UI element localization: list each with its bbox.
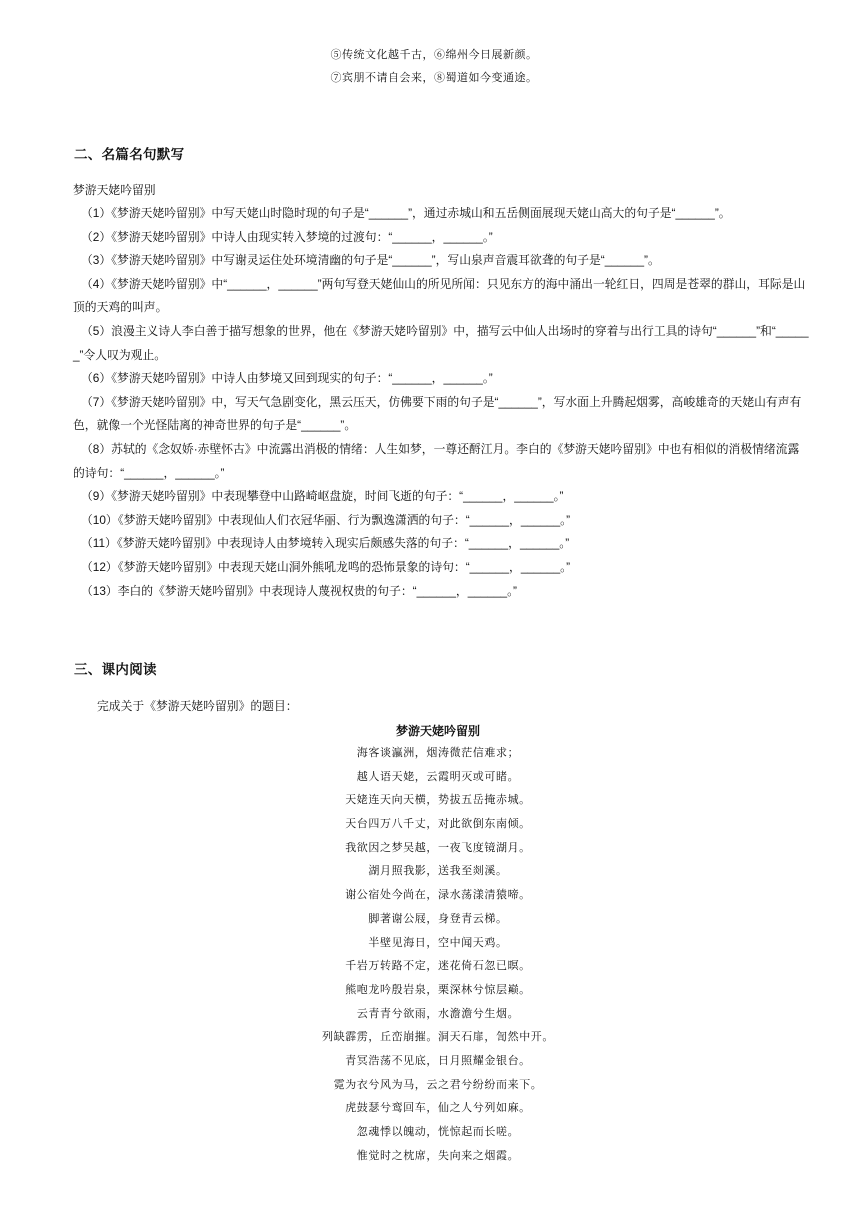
question-item: （6）《梦游天姥吟留别》中诗人由梦境又回到现实的句子：“______，______。” <box>81 371 493 386</box>
poem-line: 越人语天姥，云霞明灭或可睹。 <box>356 769 520 783</box>
question-item: （9）《梦游天姥吟留别》中表现攀登中山路崎岖盘旋，时间飞逝的句子：“______，______。” <box>81 489 564 504</box>
poem-line: 千岩万转路不定，迷花倚石忽已暝。 <box>345 959 531 973</box>
question-item: （3）《梦游天姥吟留别》中写谢灵运住处环境清幽的句子是“______”，写山泉声音震耳欲聋的句子是“______”。 <box>81 253 660 268</box>
question-item: （7）《梦游天姥吟留别》中，写天气急剧变化，黑云压天，仿佛要下雨的句子是“______”，写水面上升腾起烟雾，高峻雄奇的天姥山有声有色，就像一个光怪陆离的神奇世界的句子是“______”。 <box>73 394 802 433</box>
poem-line: 天姥连天向天横，势拔五岳掩赤城。 <box>345 793 531 807</box>
verse-line: ⑤传统文化越千古，⑥绵州今日展新颜。 <box>330 48 538 61</box>
poem-line: 云青青兮欲雨，水澹澹兮生烟。 <box>356 1006 520 1020</box>
question-item: （8）苏轼的《念奴娇·赤壁怀古》中流露出消极的情绪：人生如梦，一尊还酹江月。李白的《梦游天姥吟留别》中也有相似的消极情绪流露的诗句：“______，______。” <box>73 441 800 480</box>
question-item: （5）浪漫主义诗人李白善于描写想象的世界，他在《梦游天姥吟留别》中，描写云中仙人出场时的穿着与出行工具的诗句“______”和“______”令人叹为观止。 <box>73 323 809 362</box>
poem-line: 我欲因之梦吴越，一夜飞度镜湖月。 <box>345 840 531 854</box>
question-item: （11）《梦游天姥吟留别》中表现诗人由梦境转入现实后颇感失落的句子：“______，______。” <box>81 536 570 551</box>
poem-title: 梦游天姥吟留别 <box>395 724 480 738</box>
section-heading-reading: 三、课内阅读 <box>74 662 157 677</box>
question-list <box>73 202 809 603</box>
poem-line: 湖月照我影，送我至剡溪。 <box>368 864 508 878</box>
poem-line: 惟觉时之枕席，失向来之烟霞。 <box>356 1148 520 1162</box>
poem-body <box>0 741 868 1167</box>
poem-line: 谢公宿处今尚在，渌水荡漾清猿啼。 <box>345 888 531 902</box>
poem-line: 脚著谢公屐，身登青云梯。 <box>368 911 508 925</box>
poem-line: 霓为衣兮风为马，云之君兮纷纷而来下。 <box>333 1077 543 1091</box>
poem-line: 熊咆龙吟殷岩泉，栗深林兮惊层巅。 <box>345 982 531 996</box>
top-verse-lines <box>0 43 868 89</box>
question-item: （13）李白的《梦游天姥吟留别》中表现诗人蔑视权贵的句子：“______，______。” <box>81 583 517 598</box>
question-item: （2）《梦游天姥吟留别》中诗人由现实转入梦境的过渡句：“______，______。” <box>81 229 493 244</box>
poem-line: 海客谈瀛洲，烟涛微茫信难求； <box>356 746 520 759</box>
poem-line: 青冥浩荡不见底，日月照耀金银台。 <box>345 1053 531 1067</box>
poem-line: 天台四万八千丈，对此欲倒东南倾。 <box>345 817 531 831</box>
poem-line: 半壁见海日，空中闻天鸡。 <box>368 935 508 949</box>
question-item: （12）《梦游天姥吟留别》中表现天姥山洞外熊吼龙鸣的恐怖景象的诗句：“______，______。” <box>81 559 571 574</box>
poem-line: 列缺霹雳，丘峦崩摧。洞天石扉，訇然中开。 <box>322 1030 554 1044</box>
section-subtitle: 梦游天姥吟留别 <box>73 183 156 197</box>
poem-line: 忽魂悸以魄动，恍惊起而长嗟。 <box>356 1125 520 1138</box>
reading-intro: 完成关于《梦游天姥吟留别》的题目： <box>97 699 298 713</box>
verse-line: ⑦宾朋不请自会来，⑧蜀道如今变通途。 <box>330 71 538 84</box>
question-item: （4）《梦游天姥吟留别》中“______，______”两句写登天姥仙山的所见所闻：只见东方的海中涌出一轮红日，四周是苍翠的群山，耳际是山顶的天鸡的叫声。 <box>73 276 806 315</box>
section-heading-recitation: 二、名篇名句默写 <box>74 147 185 162</box>
question-item: （10）《梦游天姥吟留别》中表现仙人们衣冠华丽、行为飘逸潇洒的句子：“______，______。” <box>81 512 571 527</box>
poem-line: 虎鼓瑟兮鸾回车，仙之人兮列如麻。 <box>345 1101 531 1115</box>
question-item: （1）《梦游天姥吟留别》中写天姥山时隐时现的句子是“______”，通过赤城山和五岳侧面展现天姥山高大的句子是“______”。 <box>81 206 731 220</box>
